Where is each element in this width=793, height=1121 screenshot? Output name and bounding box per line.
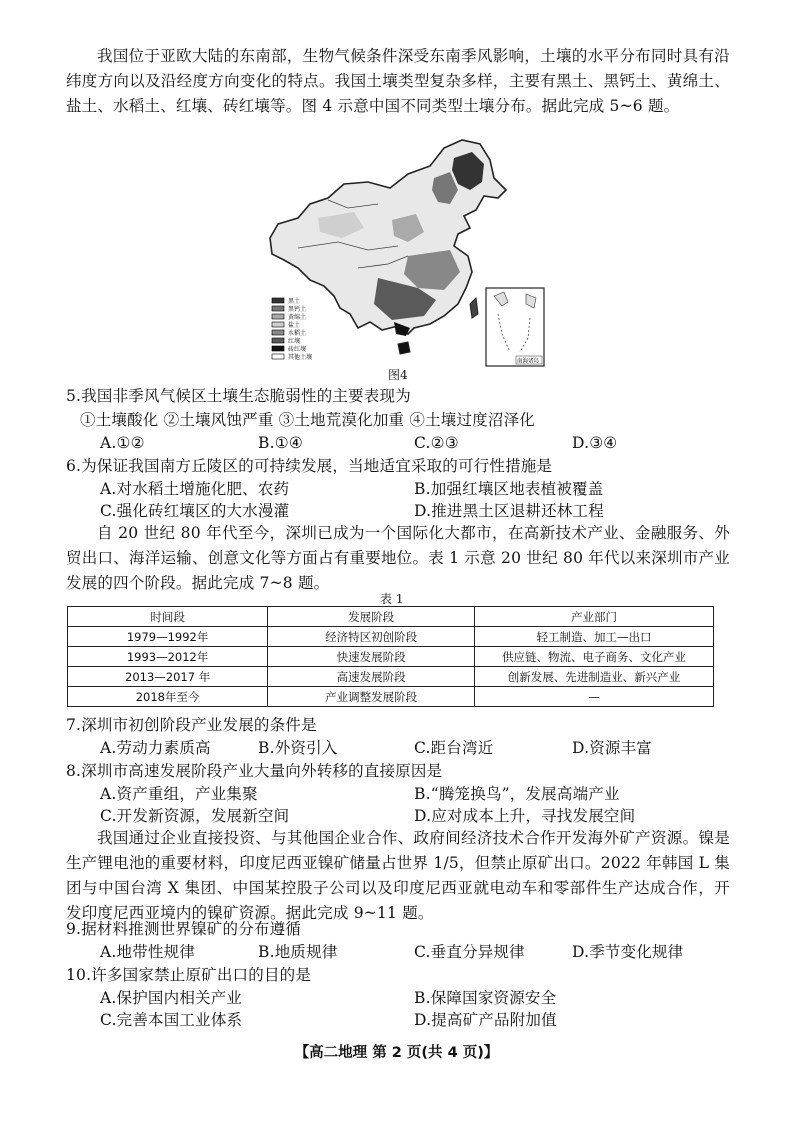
map-legend	[272, 297, 312, 361]
q10-option-c[interactable]: C.完善本国工业体系	[100, 1011, 243, 1029]
q9-option-c[interactable]: C.垂直分异规律	[414, 943, 525, 961]
intro-paragraph-shenzhen: 自 20 世纪 80 年代至今，深圳已成为一个国际化大都市，在高新技术产业、金融服务、外贸出口、海洋运输、创意文化等方面占有重要地位。表 1 示意 20 世纪 80 年代以来深圳市产业发展的四个阶段。据此完成 7~8 题。	[66, 524, 730, 592]
table-cell: 轻工制造、加工—出口	[474, 627, 713, 647]
q5-option-c[interactable]: C.②③	[414, 434, 459, 452]
q9-option-a[interactable]: A.地带性规律	[100, 943, 196, 961]
intro-paragraph-soil: 我国位于亚欧大陆的东南部，生物气候条件深受东南季风影响，土壤的水平分布同时具有沿纬度方向以及沿经度方向变化的特点。我国土壤类型复杂多样，主要有黑土、黑钙土、黄绵土、盐土、水稻土、红壤、砖红壤等。图 4 示意中国不同类型土壤分布。据此完成 5~6 题。	[66, 47, 730, 115]
south-china-sea-inset	[486, 288, 544, 366]
table-cell: 高速发展阶段	[268, 667, 475, 687]
question-5-stem: 5.我国非季风气候区土壤生态脆弱性的主要表现为	[66, 387, 411, 405]
q8-option-c[interactable]: C.开发新资源，发展新空间	[100, 807, 290, 825]
figure-caption: 图4	[388, 368, 408, 382]
table-cell: 2013—2017 年	[68, 667, 268, 687]
table-row	[68, 647, 714, 667]
question-6-stem: 6.为保证我国南方丘陵区的可持续发展，当地适宜采取的可行性措施是	[66, 457, 553, 475]
hainan-island	[398, 342, 410, 354]
q5-option-a[interactable]: A.①②	[100, 434, 145, 452]
q5-option-d[interactable]: D.③④	[572, 434, 618, 452]
question-9-stem: 9.据材料推测世界镍矿的分布遵循	[66, 920, 301, 938]
legend-label: 水稻土	[288, 330, 307, 337]
q9-option-b[interactable]: B.地质规律	[258, 943, 338, 961]
table-header-cell: 产业部门	[474, 607, 713, 627]
table-cell: 供应链、物流、电子商务、文化产业	[474, 647, 713, 667]
q6-option-c[interactable]: C.强化砖红壤区的大水漫灌	[100, 502, 290, 520]
q7-option-a[interactable]: A.劳动力素质高	[100, 739, 211, 757]
table-cell: —	[474, 687, 713, 707]
q8-option-d[interactable]: D.应对成本上升，寻找发展空间	[414, 807, 636, 825]
q6-option-b[interactable]: B.加强红壤区地表植被覆盖	[414, 480, 604, 498]
table-row	[68, 687, 714, 707]
legend-label: 其他土壤	[288, 354, 313, 361]
table-cell: 2018年至今	[68, 687, 268, 707]
table-cell: 经济特区初创阶段	[268, 627, 475, 647]
shenzhen-industry-table	[67, 606, 714, 707]
q5-option-b[interactable]: B.①④	[258, 434, 303, 452]
q7-option-c[interactable]: C.距台湾近	[414, 739, 494, 757]
intro-paragraph-nickel: 我国通过企业直接投资、与其他国企业合作、政府间经济技术合作开发海外矿产资源。镍是生产锂电池的重要材料，印度尼西亚镍矿储量占世界 1/5，但禁止原矿出口。2022 年韩国 L 集团与中国台湾 X 集团、中国某控股子公司以及印度尼西亚就电动车和零部件生产达成合作，开发印度尼西亚境内的镍矿资源。据此完成 9~11 题。	[66, 829, 730, 922]
question-7-stem: 7.深圳市初创阶段产业发展的条件是	[66, 716, 317, 734]
q6-option-a[interactable]: A.对水稻土增施化肥、农药	[100, 480, 290, 498]
legend-label: 红壤	[288, 338, 301, 345]
table-header-cell: 发展阶段	[268, 607, 475, 627]
inset-label: 南海诸岛	[517, 358, 540, 365]
legend-label: 砖红壤	[288, 346, 307, 353]
legend-label: 黄绵土	[288, 314, 307, 321]
q9-option-d[interactable]: D.季节变化规律	[572, 943, 684, 961]
taiwan-island	[470, 298, 478, 318]
table-header-cell: 时间段	[68, 607, 268, 627]
table-row	[68, 667, 714, 687]
q6-option-d[interactable]: D.推进黑土区退耕还林工程	[414, 502, 604, 520]
table-cell: 产业调整发展阶段	[268, 687, 475, 707]
table-cell: 快速发展阶段	[268, 647, 475, 667]
table-cell: 1993—2012年	[68, 647, 268, 667]
q7-option-d[interactable]: D.资源丰富	[572, 739, 653, 757]
q10-option-d[interactable]: D.提高矿产品附加值	[414, 1011, 557, 1029]
question-10-stem: 10.许多国家禁止原矿出口的目的是	[66, 966, 312, 984]
question-5-statements: ①土壤酸化 ②土壤风蚀严重 ③土地荒漠化加重 ④土壤过度沼泽化	[80, 411, 535, 429]
question-8-stem: 8.深圳市高速发展阶段产业大量向外转移的直接原因是	[66, 762, 443, 780]
table-title: 表 1	[380, 592, 404, 606]
legend-label: 黑土	[288, 298, 301, 305]
q8-option-b[interactable]: B.“腾笼换鸟”，发展高端产业	[414, 785, 620, 803]
table-row	[68, 627, 714, 647]
q8-option-a[interactable]: A.资产重组，产业集聚	[100, 785, 258, 803]
table-cell: 1979—1992年	[68, 627, 268, 647]
q10-option-b[interactable]: B.保障国家资源安全	[414, 989, 557, 1007]
q10-option-a[interactable]: A.保护国内相关产业	[100, 989, 243, 1007]
page-footer: 【高二地理 第 2 页(共 4 页)】	[294, 1045, 499, 1061]
q7-option-b[interactable]: B.外资引入	[258, 739, 338, 757]
table-cell: 创新发展、先进制造业、新兴产业	[474, 667, 713, 687]
legend-label: 黑钙土	[288, 306, 307, 313]
table-header-row	[68, 607, 714, 627]
legend-label: 盐土	[288, 322, 301, 329]
china-soil-map	[258, 138, 548, 370]
